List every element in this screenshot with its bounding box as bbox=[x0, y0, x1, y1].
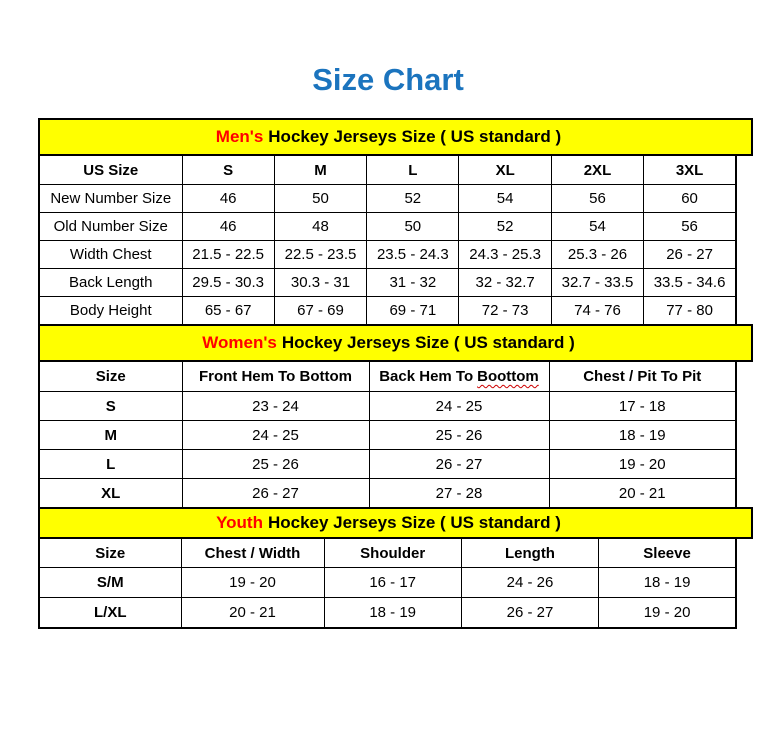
column-header: Shoulder bbox=[324, 538, 461, 568]
table-row bbox=[39, 392, 736, 421]
size-cell: 30.3 - 31 bbox=[274, 269, 366, 297]
size-cell: 18 - 19 bbox=[549, 421, 736, 450]
size-cell: 24.3 - 25.3 bbox=[459, 241, 551, 269]
page-title: Size Chart bbox=[312, 62, 464, 97]
size-cell: 52 bbox=[367, 185, 459, 213]
mens-size-table bbox=[38, 154, 737, 326]
table-row bbox=[39, 479, 736, 509]
size-cell: 25.3 - 26 bbox=[551, 241, 643, 269]
size-cell: 26 - 27 bbox=[182, 479, 369, 509]
back-hem-header bbox=[379, 368, 539, 385]
column-header: 3XL bbox=[644, 155, 736, 185]
size-cell: 21.5 - 22.5 bbox=[182, 241, 274, 269]
size-cell: 46 bbox=[182, 185, 274, 213]
column-header: M bbox=[274, 155, 366, 185]
misspelled-word: Boottom bbox=[477, 368, 539, 385]
size-cell: 27 - 28 bbox=[369, 479, 549, 509]
size-cell: 32.7 - 33.5 bbox=[551, 269, 643, 297]
back-hem-prefix: Back Hem To bbox=[379, 368, 474, 385]
youth-size-table bbox=[38, 537, 737, 629]
size-cell: 18 - 19 bbox=[599, 568, 736, 598]
size-cell: 19 - 20 bbox=[181, 568, 324, 598]
mens-banner-title: Hockey Jerseys Size ( US standard ) bbox=[268, 127, 562, 146]
size-cell: 72 - 73 bbox=[459, 297, 551, 326]
size-cell: 26 - 27 bbox=[461, 598, 598, 629]
size-cell: 26 - 27 bbox=[644, 241, 736, 269]
size-cell: 20 - 21 bbox=[549, 479, 736, 509]
table-row bbox=[39, 568, 736, 598]
column-header: Length bbox=[461, 538, 598, 568]
row-label: Back Length bbox=[39, 269, 182, 297]
size-cell: 56 bbox=[644, 213, 736, 241]
column-header: Size bbox=[39, 361, 182, 392]
size-cell: 19 - 20 bbox=[549, 450, 736, 479]
table-row bbox=[39, 450, 736, 479]
column-header: S bbox=[182, 155, 274, 185]
size-cell: 24 - 25 bbox=[369, 392, 549, 421]
size-cell: 74 - 76 bbox=[551, 297, 643, 326]
column-header: 2XL bbox=[551, 155, 643, 185]
youth-table-banner bbox=[38, 507, 753, 539]
table-row bbox=[39, 241, 736, 269]
table-row bbox=[39, 297, 736, 326]
column-header: Size bbox=[39, 538, 181, 568]
row-label: S bbox=[39, 392, 182, 421]
size-cell: 22.5 - 23.5 bbox=[274, 241, 366, 269]
row-label: L bbox=[39, 450, 182, 479]
mens-banner-highlight: Men's bbox=[215, 127, 264, 146]
row-label: Width Chest bbox=[39, 241, 182, 269]
table-row bbox=[39, 269, 736, 297]
size-cell: 69 - 71 bbox=[367, 297, 459, 326]
size-cell: 20 - 21 bbox=[181, 598, 324, 629]
column-header: US Size bbox=[39, 155, 182, 185]
size-cell: 56 bbox=[551, 185, 643, 213]
size-cell: 29.5 - 30.3 bbox=[182, 269, 274, 297]
size-cell: 50 bbox=[367, 213, 459, 241]
size-chart bbox=[38, 118, 754, 629]
size-cell: 23 - 24 bbox=[182, 392, 369, 421]
womens-banner-highlight: Women's bbox=[202, 333, 277, 352]
womens-size-table bbox=[38, 360, 737, 509]
size-cell: 48 bbox=[274, 213, 366, 241]
column-header: Chest / Width bbox=[181, 538, 324, 568]
row-label: S/M bbox=[39, 568, 181, 598]
row-label: New Number Size bbox=[39, 185, 182, 213]
size-cell: 60 bbox=[644, 185, 736, 213]
size-cell: 50 bbox=[274, 185, 366, 213]
size-cell: 16 - 17 bbox=[324, 568, 461, 598]
size-cell: 26 - 27 bbox=[369, 450, 549, 479]
mens-table-banner bbox=[38, 118, 753, 156]
youth-banner-title: Hockey Jerseys Size ( US standard ) bbox=[267, 513, 561, 532]
row-label: Body Height bbox=[39, 297, 182, 326]
row-label: M bbox=[39, 421, 182, 450]
table-row bbox=[39, 185, 736, 213]
row-label: L/XL bbox=[39, 598, 181, 629]
size-cell: 33.5 - 34.6 bbox=[644, 269, 736, 297]
size-cell: 25 - 26 bbox=[369, 421, 549, 450]
size-cell: 24 - 26 bbox=[461, 568, 598, 598]
youth-banner-highlight: Youth bbox=[216, 513, 263, 532]
column-header-back-hem bbox=[369, 361, 549, 392]
size-cell: 46 bbox=[182, 213, 274, 241]
size-cell: 52 bbox=[459, 213, 551, 241]
size-cell: 18 - 19 bbox=[324, 598, 461, 629]
row-label: XL bbox=[39, 479, 182, 509]
mens-header-row bbox=[39, 155, 736, 185]
row-label: Old Number Size bbox=[39, 213, 182, 241]
womens-table-banner bbox=[38, 324, 753, 362]
size-cell: 25 - 26 bbox=[182, 450, 369, 479]
table-row bbox=[39, 213, 736, 241]
size-cell: 32 - 32.7 bbox=[459, 269, 551, 297]
column-header: Chest / Pit To Pit bbox=[549, 361, 736, 392]
size-cell: 17 - 18 bbox=[549, 392, 736, 421]
youth-header-row bbox=[39, 538, 736, 568]
column-header: Front Hem To Bottom bbox=[182, 361, 369, 392]
size-cell: 31 - 32 bbox=[367, 269, 459, 297]
size-cell: 19 - 20 bbox=[599, 598, 736, 629]
size-cell: 23.5 - 24.3 bbox=[367, 241, 459, 269]
womens-banner-title: Hockey Jerseys Size ( US standard ) bbox=[281, 333, 575, 352]
column-header: XL bbox=[459, 155, 551, 185]
size-cell: 54 bbox=[551, 213, 643, 241]
table-row bbox=[39, 598, 736, 629]
size-cell: 77 - 80 bbox=[644, 297, 736, 326]
column-header: Sleeve bbox=[599, 538, 736, 568]
size-cell: 24 - 25 bbox=[182, 421, 369, 450]
womens-header-row bbox=[39, 361, 736, 392]
size-cell: 54 bbox=[459, 185, 551, 213]
table-row bbox=[39, 421, 736, 450]
column-header: L bbox=[367, 155, 459, 185]
size-cell: 65 - 67 bbox=[182, 297, 274, 326]
size-cell: 67 - 69 bbox=[274, 297, 366, 326]
